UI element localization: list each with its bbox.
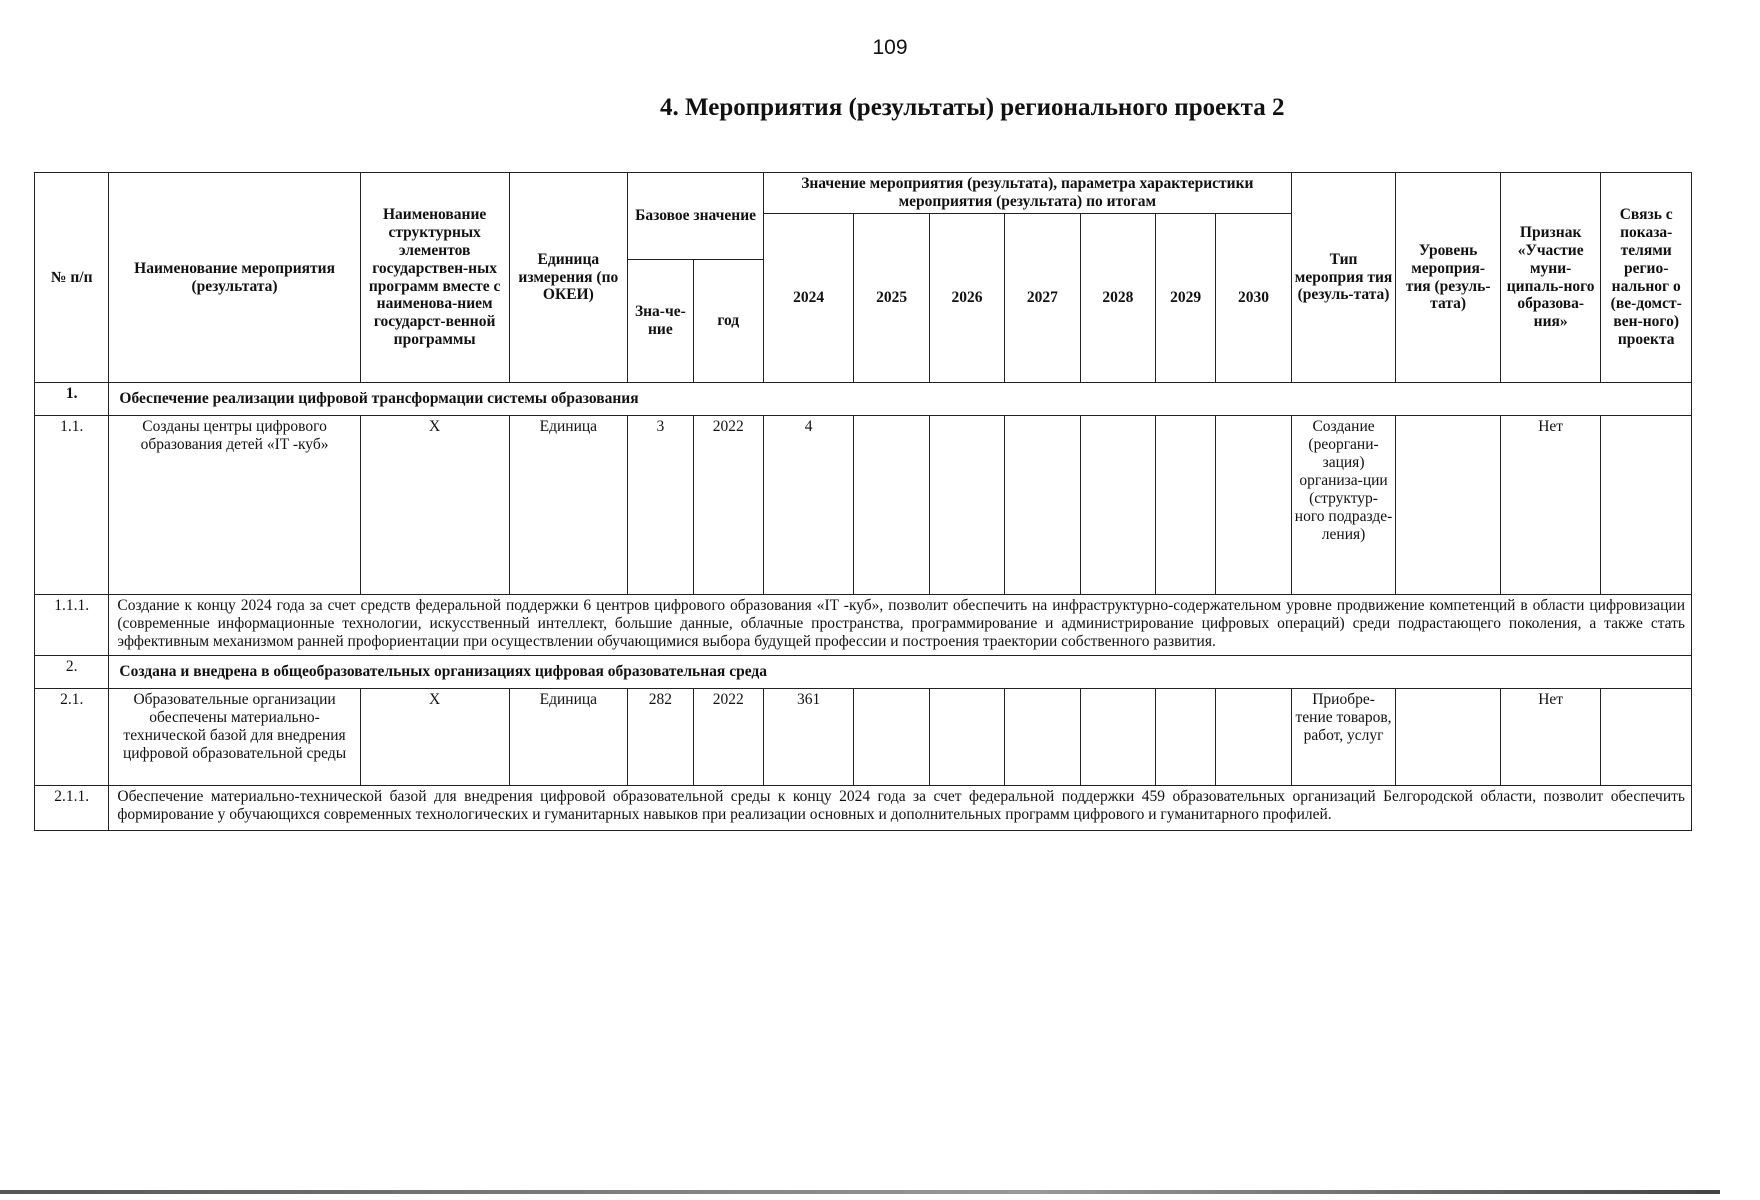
row-2-1-base-value: 282 bbox=[628, 689, 693, 786]
header-name: Наименование мероприятия (результата) bbox=[109, 173, 360, 383]
row-2-1-num: 2.1. bbox=[35, 689, 109, 786]
row-1-1-v2026 bbox=[929, 416, 1004, 595]
row-1-1-link bbox=[1601, 416, 1692, 595]
header-year-2026: 2026 bbox=[929, 213, 1004, 382]
table-row bbox=[35, 689, 1692, 786]
section-1-title: Обеспечение реализации цифровой трансформации системы образования bbox=[109, 383, 1692, 416]
row-1-1-name: Созданы центры цифрового образования детей «IT -куб» bbox=[109, 416, 360, 595]
section-2-title: Создана и внедрена в общеобразовательных организациях цифровая образовательная среда bbox=[109, 656, 1692, 689]
row-1-1-v2027 bbox=[1005, 416, 1080, 595]
row-2-1-type: Приобре-тение товаров, работ, услуг bbox=[1291, 689, 1396, 786]
header-type: Тип мероприя тия (резуль-тата) bbox=[1291, 173, 1396, 383]
row-1-1-base-year: 2022 bbox=[693, 416, 763, 595]
table-row bbox=[35, 595, 1692, 656]
header-base-value: Базовое значение bbox=[628, 173, 764, 260]
header-period-values: Значение мероприятия (результата), параметра характеристики мероприятия (результата) по итогам bbox=[763, 173, 1291, 214]
row-2-1-v2030 bbox=[1216, 689, 1291, 786]
row-1-1-v2025 bbox=[854, 416, 929, 595]
row-2-1-1-num: 2.1.1. bbox=[35, 786, 109, 831]
row-2-1-level bbox=[1396, 689, 1501, 786]
table-row bbox=[35, 786, 1692, 831]
row-1-1-base-value: 3 bbox=[628, 416, 693, 595]
header-municipal: Признак «Участие муни-ципаль-ного образова-ния» bbox=[1500, 173, 1601, 383]
section-2-num: 2. bbox=[35, 656, 109, 689]
row-2-1-v2028 bbox=[1080, 689, 1155, 786]
row-2-1-base-year: 2022 bbox=[693, 689, 763, 786]
row-2-1-v2025 bbox=[854, 689, 929, 786]
header-year-2027: 2027 bbox=[1005, 213, 1080, 382]
header-unit: Единица измерения (по ОКЕИ) bbox=[509, 173, 628, 383]
header-year-2024: 2024 bbox=[763, 213, 853, 382]
header-link: Связь с показа-телями регио-нальног о (ве-домст-вен-ного) проекта bbox=[1601, 173, 1692, 383]
row-2-1-v2027 bbox=[1005, 689, 1080, 786]
row-1-1-v2028 bbox=[1080, 416, 1155, 595]
row-1-1-v2030 bbox=[1216, 416, 1291, 595]
row-1-1-type: Создание (реоргани-зация) организа-ции (структур-ного подразде-ления) bbox=[1291, 416, 1396, 595]
row-1-1-municipal: Нет bbox=[1500, 416, 1601, 595]
row-2-1-name: Образовательные организации обеспечены материально-технической базой для внедрения цифровой образовательной среды bbox=[109, 689, 360, 786]
section-row-2 bbox=[35, 656, 1692, 689]
row-2-1-v2029 bbox=[1156, 689, 1216, 786]
row-2-1-link bbox=[1601, 689, 1692, 786]
row-1-1-v2029 bbox=[1156, 416, 1216, 595]
page-number: 109 bbox=[872, 36, 908, 59]
scan-edge-line bbox=[0, 1190, 1720, 1194]
row-2-1-v2024: 361 bbox=[763, 689, 853, 786]
header-num: № п/п bbox=[35, 173, 109, 383]
row-1-1-unit: Единица bbox=[509, 416, 628, 595]
row-1-1-1-text: Создание к концу 2024 года за счет средств федеральной поддержки 6 центров цифрового образования «IT -куб», позволит обеспечить на инфраструктурно-содержательном уровне продвижение компетенций в области цифровизации (современные информационные технологии, искусственный интеллект, большие данные, облачные пространства, программирование и администрирование цифровых операций) среди подрастающего поколения, а также стать эффективным механизмом ранней профориентации при осуществлении обучающимися выбора будущей профессии и построения траектории собственного развития. bbox=[109, 595, 1692, 656]
row-2-1-unit: Единица bbox=[509, 689, 628, 786]
table-row bbox=[35, 416, 1692, 595]
row-2-1-municipal: Нет bbox=[1500, 689, 1601, 786]
row-2-1-v2026 bbox=[929, 689, 1004, 786]
row-2-1-structural: X bbox=[360, 689, 509, 786]
header-year-2030: 2030 bbox=[1216, 213, 1291, 382]
activities-table bbox=[34, 172, 1692, 831]
header-structural: Наименование структурных элементов государствен-ных программ вместе с наименова-нием государст-венной программы bbox=[360, 173, 509, 383]
row-1-1-1-num: 1.1.1. bbox=[35, 595, 109, 656]
row-1-1-level bbox=[1396, 416, 1501, 595]
section-1-num: 1. bbox=[35, 383, 109, 416]
row-1-1-structural: X bbox=[360, 416, 509, 595]
header-year-2029: 2029 bbox=[1156, 213, 1216, 382]
header-base-val: Зна-че-ние bbox=[628, 260, 693, 383]
header-base-year: год bbox=[693, 260, 763, 383]
page-title: 4. Мероприятия (результаты) регионального проекта 2 bbox=[660, 94, 1285, 121]
header-year-2025: 2025 bbox=[854, 213, 929, 382]
row-2-1-1-text: Обеспечение материально-технической базой для внедрения цифровой образовательной среды к концу 2024 года за счет федеральной поддержки 459 образовательных организаций Белгородской области, позволит обеспечить формирование у обучающихся современных технологических и гуманитарных навыков при реализации основных и дополнительных программ цифрового и гуманитарного профилей. bbox=[109, 786, 1692, 831]
row-1-1-v2024: 4 bbox=[763, 416, 853, 595]
header-row-1 bbox=[35, 173, 1692, 214]
row-1-1-num: 1.1. bbox=[35, 416, 109, 595]
section-row-1 bbox=[35, 383, 1692, 416]
header-level: Уровень мероприя-тия (резуль-тата) bbox=[1396, 173, 1501, 383]
header-year-2028: 2028 bbox=[1080, 213, 1155, 382]
